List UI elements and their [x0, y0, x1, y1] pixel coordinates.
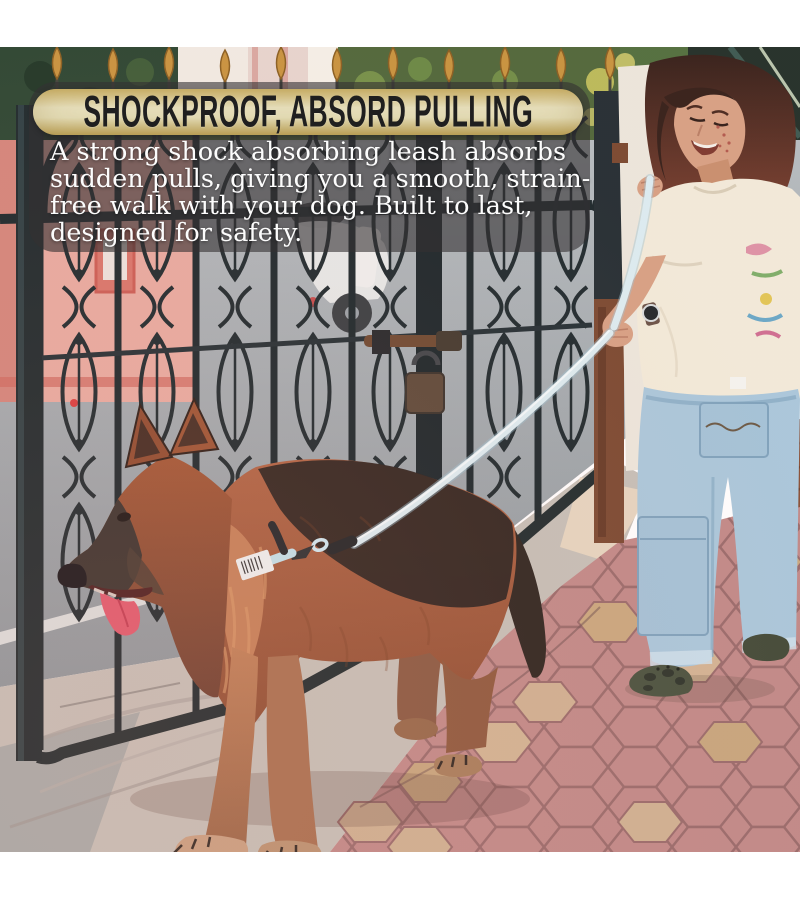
headline-banner: [33, 89, 583, 135]
description-line: free walk with your dog. Built to last,: [50, 191, 533, 221]
description-line: A strong shock absorbing leash absorbs: [50, 137, 567, 167]
headline-text: SHOCKPROOF, ABSORD PULLING: [83, 89, 533, 135]
description-text: [50, 137, 591, 248]
description-line: sudden pulls, giving you a smooth, strain-: [50, 164, 591, 194]
product-photo: [0, 47, 800, 852]
text-overlay-panel: [29, 82, 590, 252]
description-line: designed for safety.: [50, 218, 303, 248]
